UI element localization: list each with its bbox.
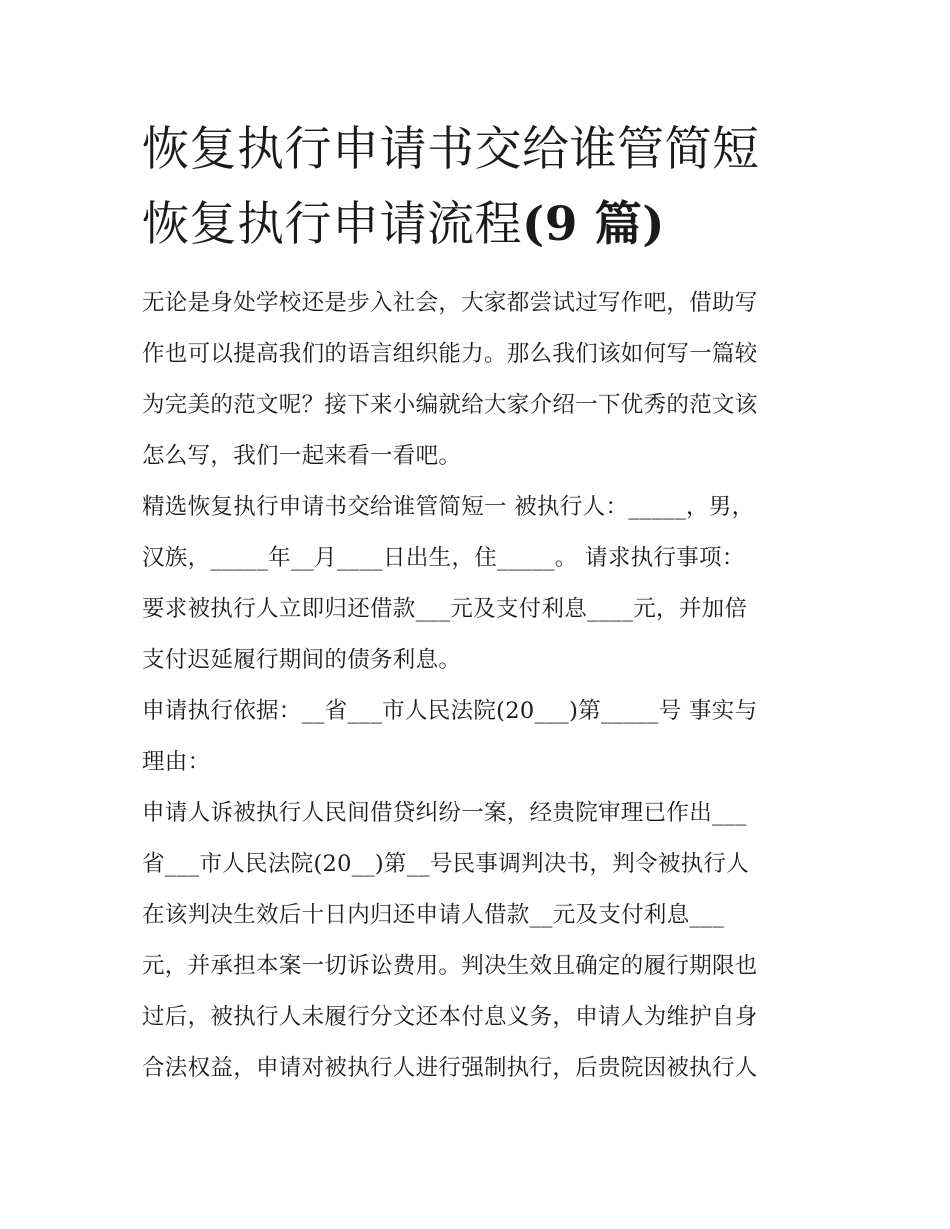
text-line: 省___市人民法院(20__)第__号民事调判决书，判令被执行人	[142, 851, 750, 877]
paragraph-intro	[142, 278, 814, 482]
document-page	[142, 112, 814, 1094]
paragraph-facts	[142, 788, 814, 1094]
text-line: 无论是身处学校还是步入社会，大家都尝试过写作吧，借助写	[142, 290, 758, 316]
paragraph-request	[142, 482, 814, 686]
title-line-2-text: 恢复执行申请流程	[142, 197, 522, 252]
text-line: 合法权益，申请对被执行人进行强制执行，后贵院因被执行人	[142, 1055, 758, 1081]
text-line: 支付迟延履行期间的债务利息。	[142, 647, 462, 673]
text-line: 怎么写，我们一起来看一看吧。	[142, 443, 462, 469]
text-line: 精选恢复执行申请书交给谁管简短一 被执行人：_____，男，	[142, 494, 755, 520]
title-line-2	[142, 187, 814, 262]
document-body	[142, 278, 814, 1094]
text-line: 元，并承担本案一切诉讼费用。判决生效且确定的履行期限也	[142, 953, 758, 979]
document-title	[142, 112, 814, 262]
text-line: 申请执行依据：__省___市人民法院(20___)第_____号 事实与	[142, 698, 758, 724]
text-line: 理由：	[142, 749, 211, 775]
text-line: 作也可以提高我们的语言组织能力。那么我们该如何写一篇较	[142, 341, 758, 367]
text-line: 为完美的范文呢？接下来小编就给大家介绍一下优秀的范文该	[142, 392, 758, 418]
title-suffix: (9 篇)	[522, 197, 666, 252]
title-line-1: 恢复执行申请书交给谁管简短	[142, 122, 760, 177]
text-line: 汉族，_____年__月____日出生，住_____。 请求执行事项：	[142, 545, 745, 571]
text-line: 要求被执行人立即归还借款___元及支付利息____元，并加倍	[142, 596, 748, 622]
text-line: 在该判决生效后十日内归还申请人借款__元及支付利息___	[142, 902, 725, 928]
text-line: 过后，被执行人未履行分文还本付息义务，申请人为维护自身	[142, 1004, 758, 1030]
paragraph-basis	[142, 686, 814, 788]
text-line: 申请人诉被执行人民间借贷纠纷一案，经贵院审理已作出___	[142, 800, 747, 826]
